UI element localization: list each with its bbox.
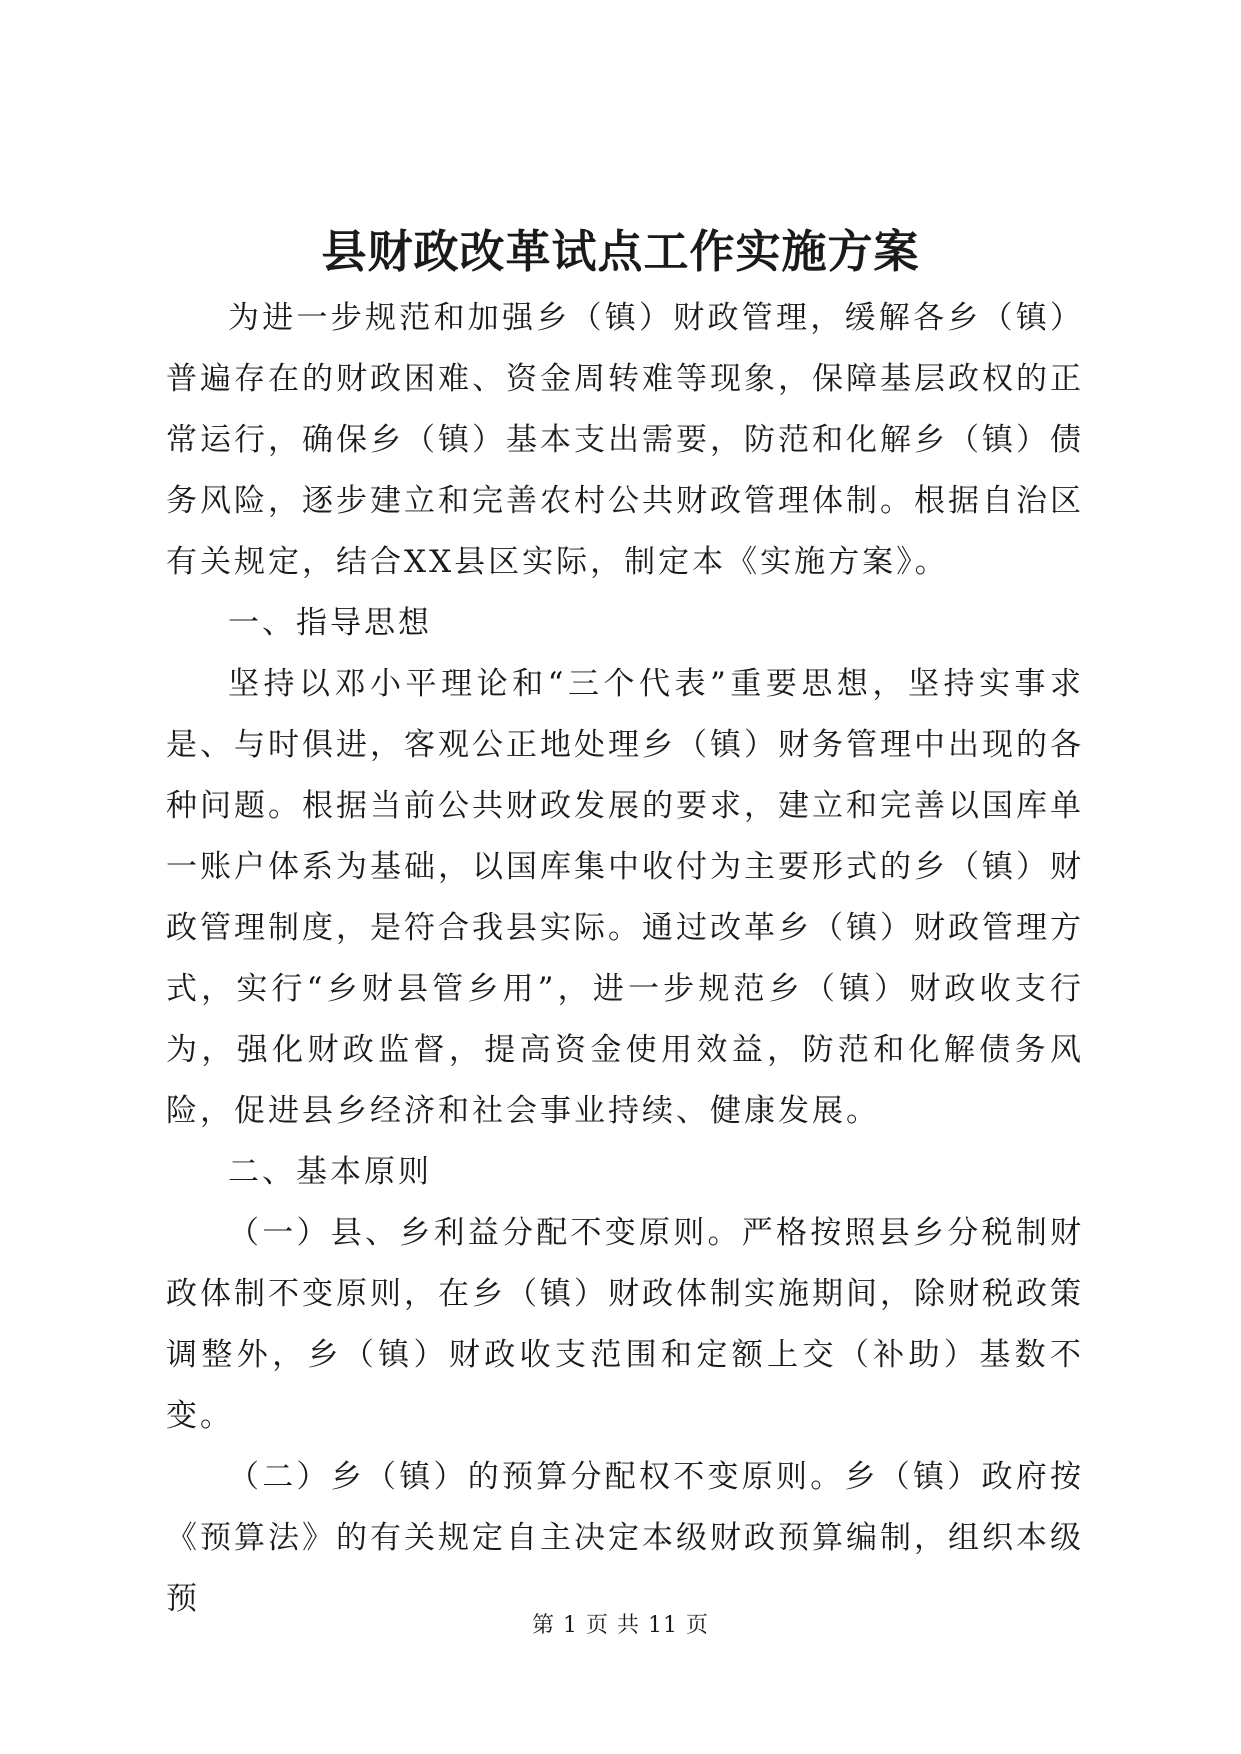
page-number: 第 1 页 共 11 页: [532, 1613, 709, 1638]
document-body: [166, 288, 1084, 1630]
document-title: 县财政改革试点工作实施方案: [321, 225, 920, 278]
paragraph-guiding-ideology: 坚持以邓小平理论和“三个代表”重要思想，坚持实事求是、与时俱进，客观公正地处理乡（镇）财务管理中出现的各种问题。根据当前公共财政发展的要求，建立和完善以国库单一账户体系为基础，以国库集中收付为主要形式的乡（镇）财政管理制度，是符合我县实际。通过改革乡（镇）财政管理方式，实行“乡财县管乡用”，进一步规范乡（镇）财政收支行为，强化财政监督，提高资金使用效益，防范和化解债务风险，促进县乡经济和社会事业持续、健康发展。: [166, 666, 1084, 1129]
heading-basic-principles: 二、基本原则: [228, 1154, 432, 1190]
heading-guiding-ideology: 一、指导思想: [228, 605, 432, 641]
paragraph-intro: 为进一步规范和加强乡（镇）财政管理，缓解各乡（镇）普遍存在的财政困难、资金周转难等现象，保障基层政权的正常运行，确保乡（镇）基本支出需要，防范和化解乡（镇）债务风险，逐步建立和完善农村公共财政管理体制。根据自治区有关规定，结合XX县区实际，制定本《实施方案》。: [166, 300, 1084, 580]
paragraph-principle-1: （一）县、乡利益分配不变原则。严格按照县乡分税制财政体制不变原则，在乡（镇）财政体制实施期间，除财税政策调整外，乡（镇）财政收支范围和定额上交（补助）基数不变。: [166, 1215, 1084, 1434]
paragraph-principle-2: （二）乡（镇）的预算分配权不变原则。乡（镇）政府按《预算法》的有关规定自主决定本级财政预算编制，组织本级预: [166, 1459, 1084, 1617]
